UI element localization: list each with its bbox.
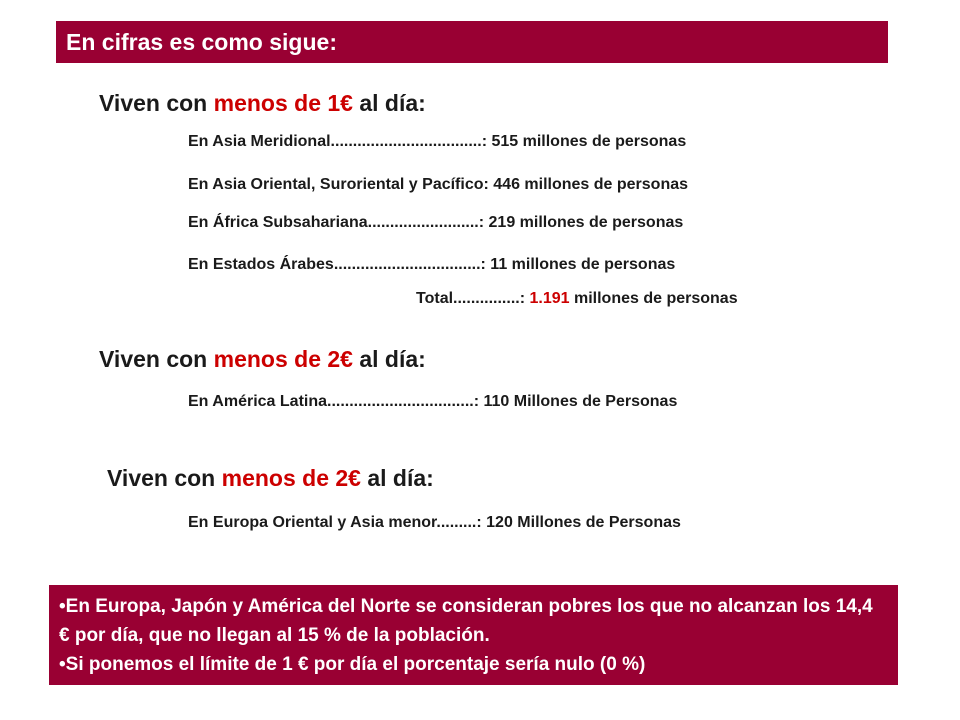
stat-row: En América Latina.................................: 110 Millones de Personas xyxy=(188,393,678,410)
section-heading-1 xyxy=(99,90,426,117)
heading-highlight: menos de 2€ xyxy=(213,346,353,372)
heading-text: Viven con xyxy=(99,90,214,116)
heading-text: Viven con xyxy=(107,465,222,491)
stat-row: En Europa Oriental y Asia menor.........: 120 Millones de Personas xyxy=(188,514,681,531)
note-item: • En Europa, Japón y América del Norte se consideran pobres los que no alcanzan los 14,4 € por día, que no llegan al 15 % de la población. xyxy=(59,592,888,650)
section-heading-3 xyxy=(107,465,434,492)
heading-text: al día: xyxy=(360,465,434,491)
total-label: Total...............: xyxy=(416,290,530,307)
stat-row: En Asia Oriental, Suroriental y Pacífico: 446 millones de personas xyxy=(188,176,689,193)
stat-row: En Asia Meridional..................................: 515 millones de personas xyxy=(188,133,687,150)
total-unit: millones de personas xyxy=(569,290,738,307)
heading-text: al día: xyxy=(352,346,426,372)
heading-highlight: menos de 2€ xyxy=(221,465,361,491)
total-value: 1.191 xyxy=(529,290,570,307)
stat-row: En África Subsahariana.........................: 219 millones de personas xyxy=(188,214,684,231)
notes-box xyxy=(49,585,898,685)
stat-row: En Estados Árabes.................................: 11 millones de personas xyxy=(188,256,676,273)
header-bar xyxy=(56,21,888,63)
heading-highlight: menos de 1€ xyxy=(213,90,353,116)
heading-text: Viven con xyxy=(99,346,214,372)
section-heading-2 xyxy=(99,346,426,373)
page-title: En cifras es como sigue: xyxy=(66,29,337,55)
heading-text: al día: xyxy=(352,90,426,116)
notes-list xyxy=(59,592,888,679)
note-item: • Si ponemos el límite de 1 € por día el porcentaje sería nulo (0 %) xyxy=(59,650,888,679)
total-row xyxy=(416,290,738,308)
